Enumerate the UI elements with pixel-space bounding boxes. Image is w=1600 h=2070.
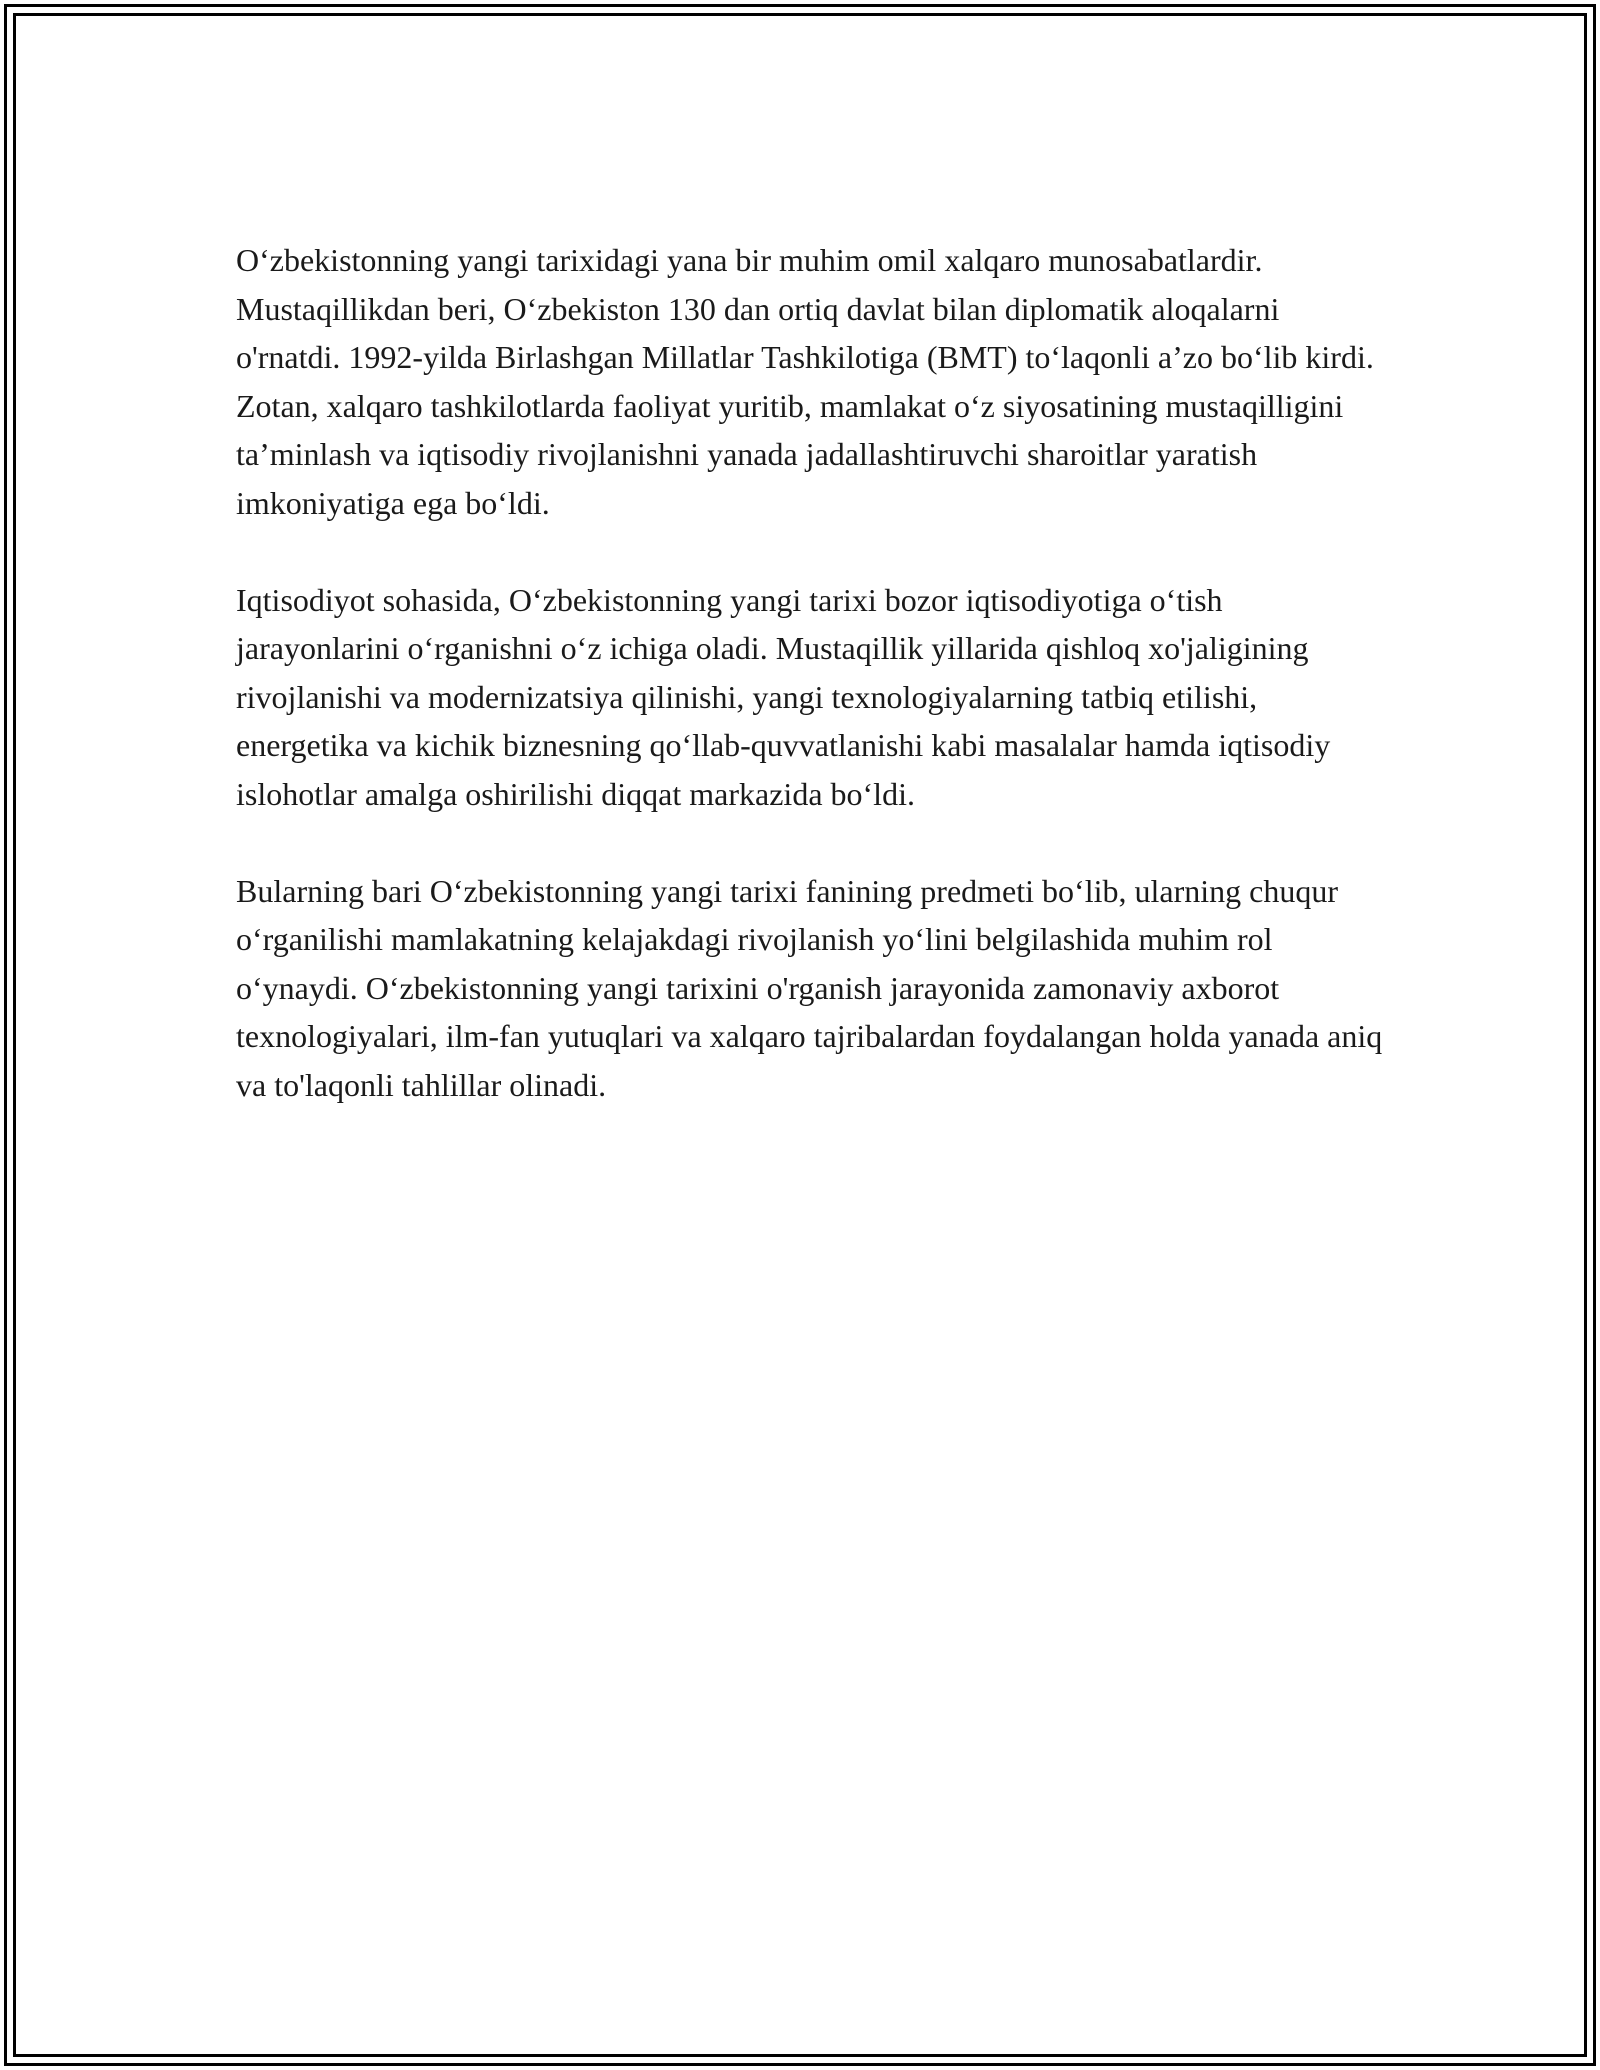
document-body [236,236,1386,1158]
paragraph-economy: Iqtisodiyot sohasida, O‘zbekistonning yangi tarixi bozor iqtisodiyotiga o‘tish jarayonlarini o‘rganishni o‘z ichiga oladi. Mustaqillik yillarida qishloq xo'jaligining rivojlanishi va modernizatsiya qilinishi, yangi texnologiyalarning tatbiq etilishi, energetika va kichik biznesning qo‘llab-quvvatlanishi kabi masalalar hamda iqtisodiy islohotlar amalga oshirilishi diqqat markazida bo‘ldi. [236,581,1331,812]
paragraph-international-relations: O‘zbekistonning yangi tarixidagi yana bir muhim omil xalqaro munosabatlardir. Mustaqillikdan beri, O‘zbekiston 130 dan ortiq davlat bilan diplomatik aloqalarni o'rnatdi. 1992-yilda Birlashgan Millatlar Tashkilotiga (BMT) to‘laqonli a’zo bo‘lib kirdi. Zotan, xalqaro tashkilotlarda faoliyat yuritib, mamlakat o‘z siyosatining mustaqilligini ta’minlash va iqtisodiy rivojlanishni yanada jadallashtiruvchi sharoitlar yaratish imkoniyatiga ega bo‘ldi. [236,242,1374,521]
paragraph-conclusion: Bularning bari O‘zbekistonning yangi tarixi fanining predmeti bo‘lib, ularning chuqur o‘rganilishi mamlakatning kelajakdagi rivojlanish yo‘lini belgilashida muhim rol o‘ynaydi. O‘zbekistonning yangi tarixini o'rganish jarayonida zamonaviy axborot texnologiyalari, ilm-fan yutuqlari va xalqaro tajribalardan foydalangan holda yanada aniq va to'laqonli tahlillar olinadi. [236,872,1383,1103]
